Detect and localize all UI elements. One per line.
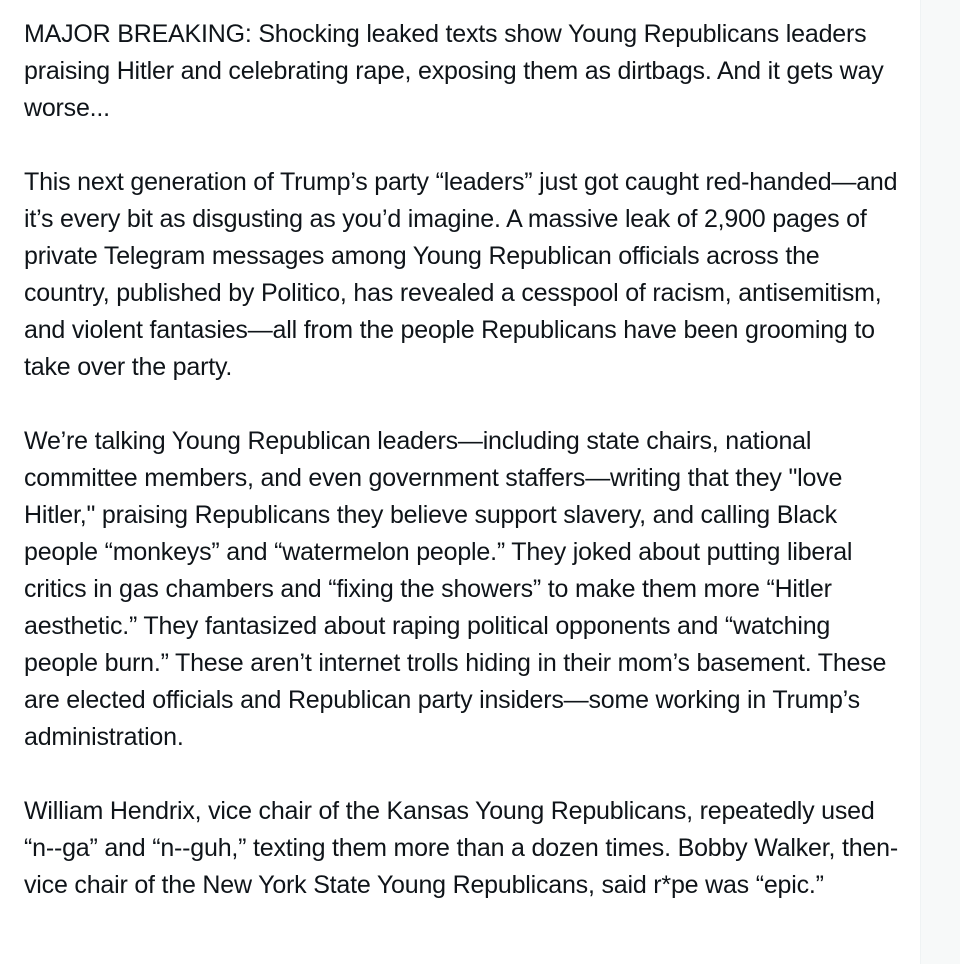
post-paragraph-1: MAJOR BREAKING: Shocking leaked texts show Young Republicans leaders praising Hitler and celebrating rape, exposing them as dirtbags. And it gets way worse... — [24, 20, 884, 122]
right-column-edge — [920, 0, 960, 964]
post-text — [24, 16, 904, 904]
post-paragraph-2: This next generation of Trump’s party “leaders” just got caught red-handed—and it’s every bit as disgusting as you’d imagine. A massive leak of 2,900 pages of private Telegram messages among Young Republican officials across the country, published by Politico, has revealed a cesspool of racism, antisemitism, and violent fantasies—all from the people Republicans have been grooming to take over the party. — [24, 168, 898, 381]
post-paragraph-4: William Hendrix, vice chair of the Kansas Young Republicans, repeatedly used “n--ga” and “n--guh,” texting them more than a dozen times. Bobby Walker, then-vice chair of the New York State Young Republicans, said r*pe was “epic.” — [24, 797, 898, 899]
post-paragraph-3: We’re talking Young Republican leaders—including state chairs, national committee members, and even government staffers—writing that they "love Hitler," praising Republicans they believe support slavery, and calling Black people “monkeys” and “watermelon people.” They joked about putting liberal critics in gas chambers and “fixing the showers” to make them more “Hitler aesthetic.” They fantasized about raping political opponents and “watching people burn.” These aren’t internet trolls hiding in their mom’s basement. These are elected officials and Republican party insiders—some working in Trump’s administration. — [24, 427, 887, 751]
